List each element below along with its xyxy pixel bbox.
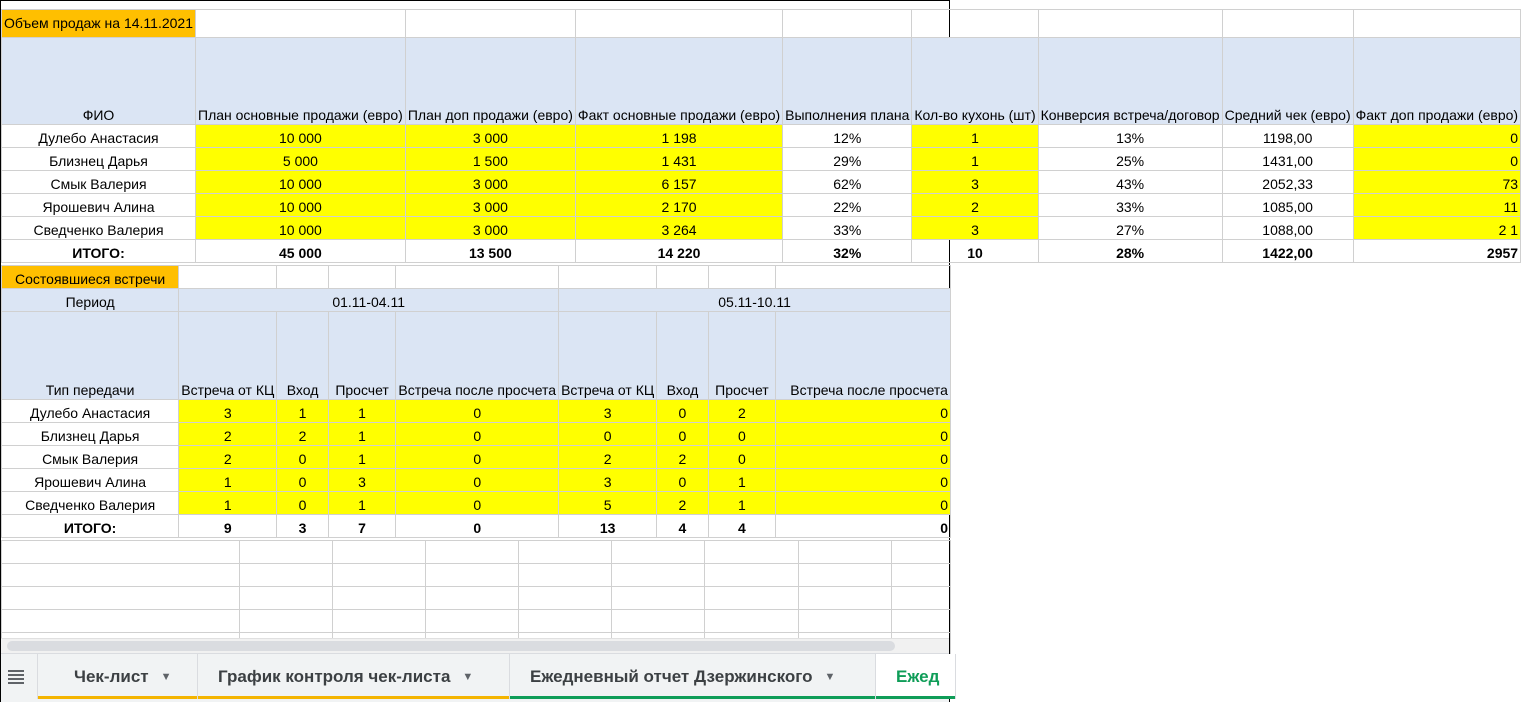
empty-cell[interactable] xyxy=(240,564,333,587)
cell-fact-main[interactable]: 1 431 xyxy=(575,148,782,171)
cell-plan-extra[interactable]: 3 000 xyxy=(405,194,575,217)
total-plan-extra[interactable]: 13 500 xyxy=(405,240,575,263)
meeting-total[interactable]: 3 xyxy=(277,515,328,538)
sheet-tab[interactable] xyxy=(510,654,876,699)
sales-table xyxy=(1,9,1521,263)
sheet-tab-label: Ежед xyxy=(896,667,940,686)
period-2[interactable]: 05.11-10.11 xyxy=(559,289,951,312)
sales-row xyxy=(2,148,1521,171)
dropdown-arrow-icon[interactable]: ▼ xyxy=(160,671,172,683)
cell-avg-check[interactable]: 1198,00 xyxy=(1222,125,1353,148)
cell-completion[interactable]: 22% xyxy=(783,194,912,217)
empty-row xyxy=(2,564,951,587)
empty-cell[interactable] xyxy=(240,587,333,610)
empty-cell[interactable] xyxy=(333,564,426,587)
empty-cell[interactable] xyxy=(519,541,612,564)
empty-cell[interactable] xyxy=(426,610,519,633)
empty-cell[interactable] xyxy=(519,564,612,587)
cell-avg-check[interactable]: 2052,33 xyxy=(1222,171,1353,194)
sales-row xyxy=(2,125,1521,148)
cell-plan-main[interactable]: 10 000 xyxy=(196,217,406,240)
meeting-count[interactable]: 0 xyxy=(657,400,708,423)
meeting-count[interactable]: 0 xyxy=(776,400,951,423)
employee-name[interactable]: Дулебо Анастасия xyxy=(2,125,196,148)
total-fact-main[interactable]: 14 220 xyxy=(575,240,782,263)
cell-fact-extra[interactable]: 0 xyxy=(1353,148,1520,171)
empty-cell[interactable] xyxy=(426,564,519,587)
meeting-count[interactable]: 0 xyxy=(776,492,951,515)
meeting-count[interactable]: 3 xyxy=(328,469,396,492)
empty-cell[interactable] xyxy=(612,610,705,633)
cell-conversion[interactable]: 25% xyxy=(1038,148,1222,171)
header-meeting-col[interactable]: Встреча после просчета xyxy=(396,312,559,400)
empty-cell[interactable] xyxy=(519,587,612,610)
header-completion[interactable]: Выполнения плана xyxy=(783,38,912,125)
employee-name[interactable]: Дулебо Анастасия xyxy=(2,400,179,423)
tab-color-underline xyxy=(198,696,509,699)
empty-cell[interactable] xyxy=(240,541,333,564)
empty-row xyxy=(2,587,951,610)
meeting-count[interactable]: 2 xyxy=(657,492,708,515)
meeting-count[interactable]: 2 xyxy=(708,400,776,423)
meeting-count[interactable]: 1 xyxy=(179,469,277,492)
empty-cell[interactable] xyxy=(798,610,891,633)
header-avg-check[interactable]: Средний чек (евро) xyxy=(1222,38,1353,125)
cell-fact-extra[interactable]: 2 1 xyxy=(1353,217,1520,240)
meeting-total[interactable]: 4 xyxy=(657,515,708,538)
cell-completion[interactable]: 12% xyxy=(783,125,912,148)
meeting-count[interactable]: 1 xyxy=(328,423,396,446)
meeting-total[interactable]: 9 xyxy=(179,515,277,538)
cell-fact-main[interactable]: 3 264 xyxy=(575,217,782,240)
total-label[interactable]: ИТОГО: xyxy=(2,240,196,263)
cell-fact-main[interactable]: 2 170 xyxy=(575,194,782,217)
empty-cell[interactable] xyxy=(240,610,333,633)
employee-name[interactable]: Смык Валерия xyxy=(2,171,196,194)
cell-kitchens[interactable]: 3 xyxy=(912,217,1038,240)
meeting-count[interactable]: 0 xyxy=(277,469,328,492)
meeting-count[interactable]: 0 xyxy=(776,469,951,492)
total-kitchens[interactable]: 10 xyxy=(912,240,1038,263)
meetings-row xyxy=(2,423,951,446)
meeting-count[interactable]: 5 xyxy=(559,492,657,515)
empty-cell[interactable] xyxy=(891,541,950,564)
header-fact-extra[interactable]: Факт доп продажи (евро) xyxy=(1353,38,1520,125)
cell-plan-main[interactable]: 10 000 xyxy=(196,125,406,148)
total-fact-extra[interactable]: 2957 xyxy=(1353,240,1520,263)
cell-kitchens[interactable]: 1 xyxy=(912,125,1038,148)
empty-cell[interactable] xyxy=(333,541,426,564)
meeting-count[interactable]: 1 xyxy=(328,446,396,469)
header-meeting-col[interactable]: Встреча от КЦ xyxy=(559,312,657,400)
meeting-count[interactable]: 0 xyxy=(776,446,951,469)
meeting-count[interactable]: 1 xyxy=(708,469,776,492)
meeting-count[interactable]: 2 xyxy=(179,446,277,469)
meeting-total[interactable]: 0 xyxy=(776,515,951,538)
empty-cell[interactable] xyxy=(333,610,426,633)
empty-cell[interactable] xyxy=(333,587,426,610)
dropdown-arrow-icon[interactable]: ▼ xyxy=(824,671,836,683)
meeting-count[interactable]: 1 xyxy=(179,492,277,515)
cell-plan-main[interactable]: 10 000 xyxy=(196,171,406,194)
empty-cell[interactable] xyxy=(705,610,798,633)
empty-cell[interactable] xyxy=(2,610,240,633)
meeting-count[interactable]: 0 xyxy=(396,446,559,469)
total-label[interactable]: ИТОГО: xyxy=(2,515,179,538)
meetings-row xyxy=(2,469,951,492)
meeting-count[interactable]: 1 xyxy=(328,492,396,515)
cell-completion[interactable]: 29% xyxy=(783,148,912,171)
cell-kitchens[interactable]: 2 xyxy=(912,194,1038,217)
sales-row xyxy=(2,171,1521,194)
empty-cell[interactable] xyxy=(891,564,950,587)
sheet-tab-label: Чек-лист xyxy=(74,667,149,686)
meeting-count[interactable]: 0 xyxy=(657,423,708,446)
sheet-tab-label: График контроля чек-листа xyxy=(218,667,451,686)
cell-completion[interactable]: 62% xyxy=(783,171,912,194)
meetings-table xyxy=(1,265,951,538)
header-meeting-col[interactable]: Вход xyxy=(277,312,328,400)
cell-fact-main[interactable]: 1 198 xyxy=(575,125,782,148)
tab-color-underline xyxy=(876,696,955,699)
sales-title-cell[interactable]: Объем продаж на 14.11.2021 xyxy=(2,10,196,38)
empty-cell[interactable] xyxy=(705,541,798,564)
meeting-count[interactable]: 0 xyxy=(776,423,951,446)
meeting-count[interactable]: 3 xyxy=(559,400,657,423)
cell-kitchens[interactable]: 1 xyxy=(912,148,1038,171)
employee-name[interactable]: Смык Валерия xyxy=(2,446,179,469)
meeting-count[interactable]: 0 xyxy=(277,446,328,469)
meeting-total[interactable]: 0 xyxy=(396,515,559,538)
empty-cell[interactable] xyxy=(891,587,950,610)
empty-cell[interactable] xyxy=(2,564,240,587)
cell-plan-extra[interactable]: 3 000 xyxy=(405,217,575,240)
meeting-total[interactable]: 4 xyxy=(708,515,776,538)
header-meeting-col[interactable]: Встреча после просчета xyxy=(776,312,951,400)
meeting-count[interactable]: 0 xyxy=(277,492,328,515)
meeting-count[interactable]: 1 xyxy=(277,400,328,423)
empty-row xyxy=(2,541,951,564)
cell-plan-extra[interactable]: 3 000 xyxy=(405,125,575,148)
header-plan-main[interactable]: План основные продажи (евро) xyxy=(196,38,406,125)
cell-kitchens[interactable]: 3 xyxy=(912,171,1038,194)
meeting-count[interactable]: 0 xyxy=(396,423,559,446)
header-type[interactable]: Тип передачи xyxy=(2,312,179,400)
meeting-count[interactable]: 3 xyxy=(179,400,277,423)
sheet-grid[interactable] xyxy=(1,9,1519,638)
meeting-count[interactable]: 0 xyxy=(657,469,708,492)
empty-cell[interactable] xyxy=(705,587,798,610)
total-plan-main[interactable]: 45 000 xyxy=(196,240,406,263)
period-1[interactable]: 01.11-04.11 xyxy=(179,289,559,312)
cell-conversion[interactable]: 33% xyxy=(1038,194,1222,217)
employee-name[interactable]: Близнец Дарья xyxy=(2,148,196,171)
period-label[interactable]: Период xyxy=(2,289,179,312)
header-meeting-col[interactable]: Вход xyxy=(657,312,708,400)
tab-color-underline xyxy=(510,696,875,699)
cell-conversion[interactable]: 43% xyxy=(1038,171,1222,194)
sheet-tab[interactable] xyxy=(198,654,510,699)
empty-cell[interactable] xyxy=(891,610,950,633)
header-meeting-col[interactable]: Встреча от КЦ xyxy=(179,312,277,400)
all-sheets-menu-icon[interactable] xyxy=(7,668,25,686)
cell-fact-extra[interactable]: 73 xyxy=(1353,171,1520,194)
cell-fact-extra[interactable]: 0 xyxy=(1353,125,1520,148)
meeting-count[interactable]: 0 xyxy=(396,400,559,423)
horizontal-scrollbar[interactable] xyxy=(1,638,949,654)
meeting-count[interactable]: 2 xyxy=(277,423,328,446)
header-plan-extra[interactable]: План доп продажи (евро) xyxy=(405,38,575,125)
employee-name[interactable]: Ярошевич Алина xyxy=(2,469,179,492)
meeting-count[interactable]: 0 xyxy=(708,446,776,469)
sheet-tab[interactable] xyxy=(38,654,198,699)
meeting-count[interactable]: 0 xyxy=(559,423,657,446)
cell-avg-check[interactable]: 1085,00 xyxy=(1222,194,1353,217)
meeting-count[interactable]: 1 xyxy=(328,400,396,423)
sheet-tab-bar xyxy=(1,653,949,702)
empty-cell[interactable] xyxy=(2,541,240,564)
cell-avg-check[interactable]: 1431,00 xyxy=(1222,148,1353,171)
meetings-row xyxy=(2,446,951,469)
sheet-tab[interactable] xyxy=(876,654,956,699)
meetings-title-cell[interactable]: Состоявшиеся встречи xyxy=(2,266,179,289)
meeting-count[interactable]: 2 xyxy=(179,423,277,446)
meeting-total[interactable]: 13 xyxy=(559,515,657,538)
cell-conversion[interactable]: 27% xyxy=(1038,217,1222,240)
sheet-tab-label: Ежедневный отчет Дзержинского xyxy=(530,667,813,686)
employee-name[interactable]: Сведченко Валерия xyxy=(2,492,179,515)
cell-conversion[interactable]: 13% xyxy=(1038,125,1222,148)
empty-cell[interactable] xyxy=(798,587,891,610)
total-avg-check[interactable]: 1422,00 xyxy=(1222,240,1353,263)
empty-cell[interactable] xyxy=(426,541,519,564)
meeting-count[interactable]: 2 xyxy=(657,446,708,469)
sales-row xyxy=(2,194,1521,217)
empty-cell[interactable] xyxy=(2,587,240,610)
total-completion[interactable]: 32% xyxy=(783,240,912,263)
header-conversion[interactable]: Конверсия встреча/договор xyxy=(1038,38,1222,125)
dropdown-arrow-icon[interactable]: ▼ xyxy=(462,671,474,683)
empty-cell[interactable] xyxy=(612,564,705,587)
tab-color-underline xyxy=(38,696,197,699)
empty-cell[interactable] xyxy=(519,610,612,633)
cell-plan-main[interactable]: 5 000 xyxy=(196,148,406,171)
employee-name[interactable]: Близнец Дарья xyxy=(2,423,179,446)
empty-cell[interactable] xyxy=(705,564,798,587)
cell-plan-main[interactable]: 10 000 xyxy=(196,194,406,217)
meeting-count[interactable]: 1 xyxy=(708,492,776,515)
cell-plan-extra[interactable]: 1 500 xyxy=(405,148,575,171)
header-meeting-col[interactable]: Просчет xyxy=(328,312,396,400)
meeting-total[interactable]: 7 xyxy=(328,515,396,538)
empty-cell[interactable] xyxy=(798,541,891,564)
empty-cell[interactable] xyxy=(612,587,705,610)
cell-avg-check[interactable]: 1088,00 xyxy=(1222,217,1353,240)
empty-cell[interactable] xyxy=(798,564,891,587)
header-meeting-col[interactable]: Просчет xyxy=(708,312,776,400)
header-kitchens[interactable]: Кол-во кухонь (шт) xyxy=(912,38,1038,125)
meeting-count[interactable]: 3 xyxy=(559,469,657,492)
empty-row xyxy=(2,610,951,633)
cell-fact-extra[interactable]: 11 xyxy=(1353,194,1520,217)
meeting-count[interactable]: 2 xyxy=(559,446,657,469)
empty-cell[interactable] xyxy=(612,541,705,564)
scrollbar-thumb[interactable] xyxy=(7,641,895,651)
employee-name[interactable]: Ярошевич Алина xyxy=(2,194,196,217)
meeting-count[interactable]: 0 xyxy=(396,469,559,492)
sales-row xyxy=(2,217,1521,240)
total-conversion[interactable]: 28% xyxy=(1038,240,1222,263)
sales-total-row xyxy=(2,240,1521,263)
meetings-row xyxy=(2,400,951,423)
meeting-count[interactable]: 0 xyxy=(708,423,776,446)
meeting-count[interactable]: 0 xyxy=(396,492,559,515)
cell-completion[interactable]: 33% xyxy=(783,217,912,240)
meetings-row xyxy=(2,492,951,515)
meetings-total-row xyxy=(2,515,951,538)
cell-plan-extra[interactable]: 3 000 xyxy=(405,171,575,194)
header-name[interactable]: ФИО xyxy=(2,38,196,125)
header-fact-main[interactable]: Факт основные продажи (евро) xyxy=(575,38,782,125)
empty-cell[interactable] xyxy=(426,587,519,610)
cell-fact-main[interactable]: 6 157 xyxy=(575,171,782,194)
employee-name[interactable]: Сведченко Валерия xyxy=(2,217,196,240)
